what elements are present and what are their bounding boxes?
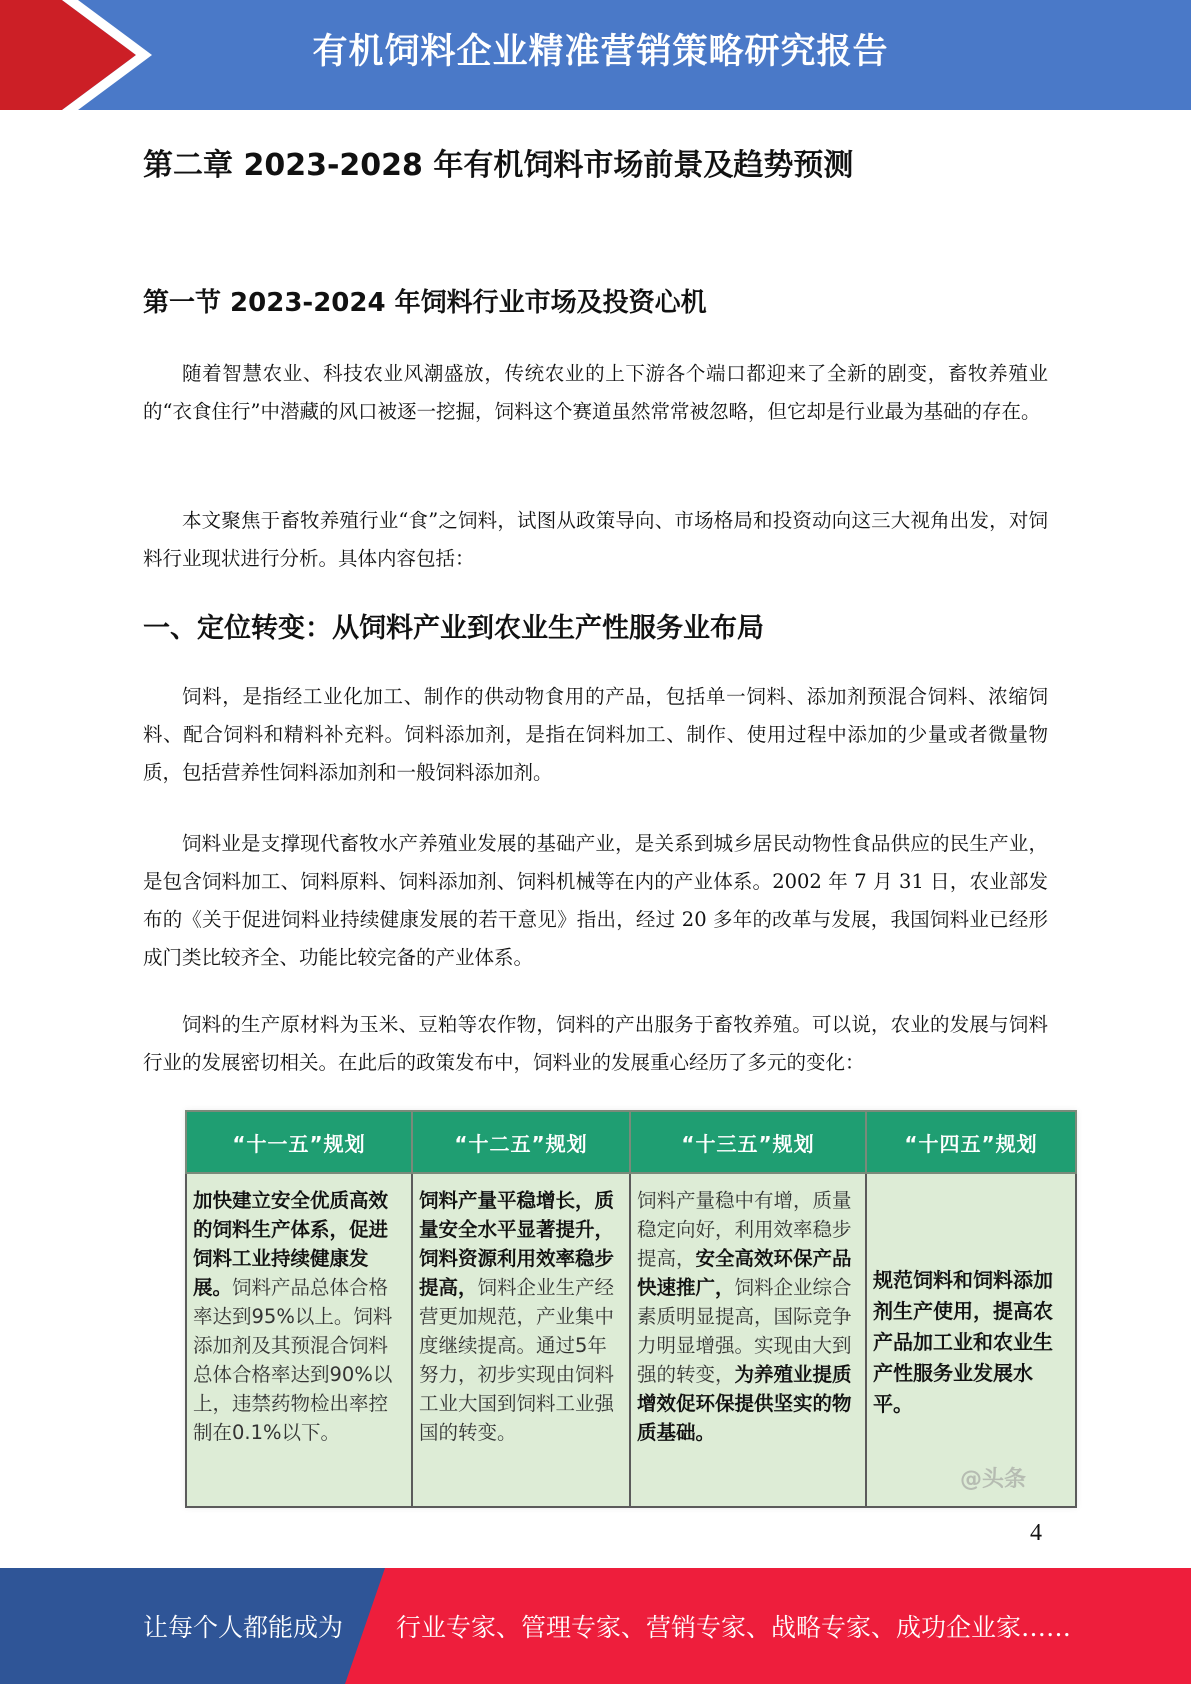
chevron-decoration — [0, 0, 160, 110]
subsection-title: 一、定位转变：从饲料产业到农业生产性服务业布局 — [143, 613, 764, 644]
paragraph: 随着智慧农业、科技农业风潮盛放，传统农业的上下游各个端口都迎来了全新的剧变，畜牧养殖业的“衣食住行”中潜藏的风口被逐一挖掘，饲料这个赛道虽然常常被忽略，但它却是行业最为基础的存在。 — [143, 362, 1048, 423]
five-year-plan-table — [185, 1110, 1077, 1508]
header-band — [0, 0, 1191, 110]
header-14th-plan: “十四五”规划 — [866, 1111, 1076, 1173]
watermark: @头条 — [960, 1467, 1027, 1492]
paragraph: 饲料，是指经工业化加工、制作的供动物食用的产品，包括单一饲料、添加剂预混合饲料、浓缩饲料、配合饲料和精料补充料。饲料添加剂，是指在饲料加工、制作、使用过程中添加的少量或者微量物质，包括营养性饲料添加剂和一般饲料添加剂。 — [143, 685, 1048, 784]
chapter-title: 第二章 2023-2028 年有机饲料市场前景及趋势预测 — [143, 148, 854, 183]
cell-text: 饲料产量稳中有增，质量稳定向好，利用效率稳步提高， — [637, 1189, 852, 1270]
header-11th-plan: “十一五”规划 — [186, 1111, 412, 1173]
footer-slogan-left: 让每个人都能成为 — [143, 1613, 344, 1642]
report-title: 有机饲料企业精准营销策略研究报告 — [312, 32, 889, 72]
table-row — [186, 1173, 1076, 1507]
cell-12th-plan — [412, 1173, 630, 1507]
cell-bold-text: 为养殖业提质增效促环保提供坚实的物质基础。 — [637, 1363, 852, 1444]
header-12th-plan: “十二五”规划 — [412, 1111, 630, 1173]
cell-bold-text: 安全高效环保产品快速推广， — [637, 1247, 852, 1299]
cell-14th-plan: 规范饲料和饲料添加剂生产使用，提高农产品加工业和农业生产性服务业发展水平。 — [866, 1173, 1076, 1507]
cell-bold-text: 饲料产量平稳增长，质量安全水平显著提升，饲料资源利用效率稳步提高， — [419, 1189, 615, 1299]
cell-11th-plan — [186, 1173, 412, 1507]
header-13th-plan: “十三五”规划 — [630, 1111, 866, 1173]
cell-text: 饲料企业综合素质明显提高，国际竞争力明显增强。实现由大到强的转变， — [637, 1276, 852, 1386]
section-title: 第一节 2023-2024 年饲料行业市场及投资心机 — [143, 288, 707, 318]
footer-slogan-right: 行业专家、管理专家、营销专家、战略专家、成功企业家…… — [396, 1613, 1072, 1642]
paragraph: 本文聚焦于畜牧养殖行业“食”之饲料，试图从政策导向、市场格局和投资动向这三大视角出发，对饲料行业现状进行分析。具体内容包括： — [143, 509, 1048, 570]
page-number: 4 — [1030, 1520, 1042, 1546]
paragraph: 饲料的生产原材料为玉米、豆粕等农作物，饲料的产出服务于畜牧养殖。可以说，农业的发展与饲料行业的发展密切相关。在此后的政策发布中，饲料业的发展重心经历了多元的变化： — [143, 1013, 1048, 1074]
paragraph: 饲料业是支撑现代畜牧水产养殖业发展的基础产业，是关系到城乡居民动物性食品供应的民生产业，是包含饲料加工、饲料原料、饲料添加剂、饲料机械等在内的产业体系。2002 年 7 月 31 日，农业部发布的《关于促进饲料业持续健康发展的若干意见》指出，经过 20 多年的改革与发展，我国饲料业已经形成门类比较齐全、功能比较完备的产业体系。 — [143, 832, 1048, 969]
cell-text: 饲料企业生产经营更加规范，产业集中度继续提高。通过5年努力，初步实现由饲料工业大国到饲料工业强国的转变。 — [419, 1276, 615, 1444]
table-header-row — [186, 1111, 1076, 1173]
cell-13th-plan — [630, 1173, 866, 1507]
cell-text: 饲料产品总体合格率达到95%以上。饲料添加剂及其预混合饲料总体合格率达到90%以上，违禁药物检出率控制在0.1%以下。 — [193, 1276, 393, 1444]
cell-bold-text: 加快建立安全优质高效的饲料生产体系，促进饲料工业持续健康发展。 — [193, 1189, 389, 1299]
